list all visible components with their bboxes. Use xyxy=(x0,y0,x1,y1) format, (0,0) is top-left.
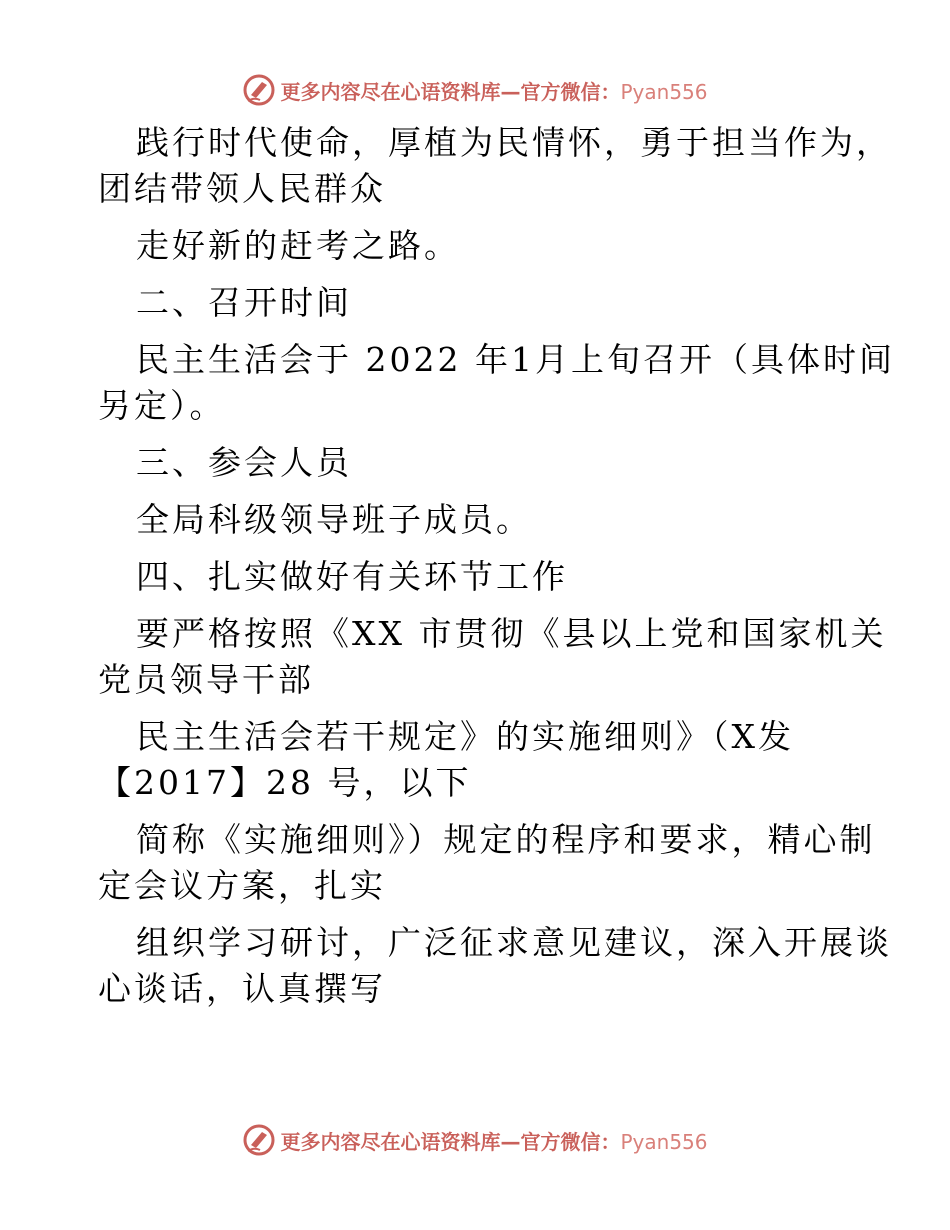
paragraph-line: 走好新的赶考之路。 xyxy=(136,226,460,265)
paragraph-line: 定会议方案，扎实 xyxy=(98,866,386,905)
paragraph-line: 【2017】28 号，以下 xyxy=(98,763,472,802)
footer-watermark xyxy=(0,1120,950,1160)
red-seal-logo-icon xyxy=(242,1123,276,1157)
watermark-label: 更多内容尽在心语资料库—官方微信： xyxy=(280,1129,621,1154)
watermark-label: 更多内容尽在心语资料库—官方微信： xyxy=(280,79,621,104)
paragraph-line: 党员领导干部 xyxy=(98,660,314,699)
paragraph-line: 要严格按照《XX 市贯彻《县以上党和国家机关 xyxy=(136,614,887,653)
watermark-wechat-id: Pyan556 xyxy=(620,1129,708,1154)
document-body xyxy=(98,120,895,1023)
paragraph-line: 简称《实施细则》）规定的程序和要求，精心制 xyxy=(136,820,876,859)
paragraph-line: 民主生活会若干规定》的实施细则》（X发 xyxy=(136,717,794,756)
watermark-wechat-id: Pyan556 xyxy=(620,79,708,104)
paragraph-line: 民主生活会于 2022 年1月上旬召开（具体时间 xyxy=(136,340,895,379)
paragraph-line: 践行时代使命，厚植为民情怀，勇于担当作为， xyxy=(136,123,892,162)
header-watermark xyxy=(0,70,950,110)
paragraph-line: 心谈话，认真撰写 xyxy=(98,969,386,1008)
watermark-text xyxy=(280,1126,707,1155)
red-seal-logo-icon xyxy=(242,73,276,107)
section-heading: 二、召开时间 xyxy=(136,283,352,322)
paragraph-line: 另定）。 xyxy=(98,386,226,425)
paragraph-line: 组织学习研讨，广泛征求意见建议，深入开展谈 xyxy=(136,923,892,962)
paragraph-line: 全局科级领导班子成员。 xyxy=(136,500,532,539)
section-heading: 三、参会人员 xyxy=(136,443,352,482)
section-heading: 四、扎实做好有关环节工作 xyxy=(136,557,568,596)
watermark-text xyxy=(280,76,707,105)
paragraph-line: 团结带领人民群众 xyxy=(98,169,386,208)
